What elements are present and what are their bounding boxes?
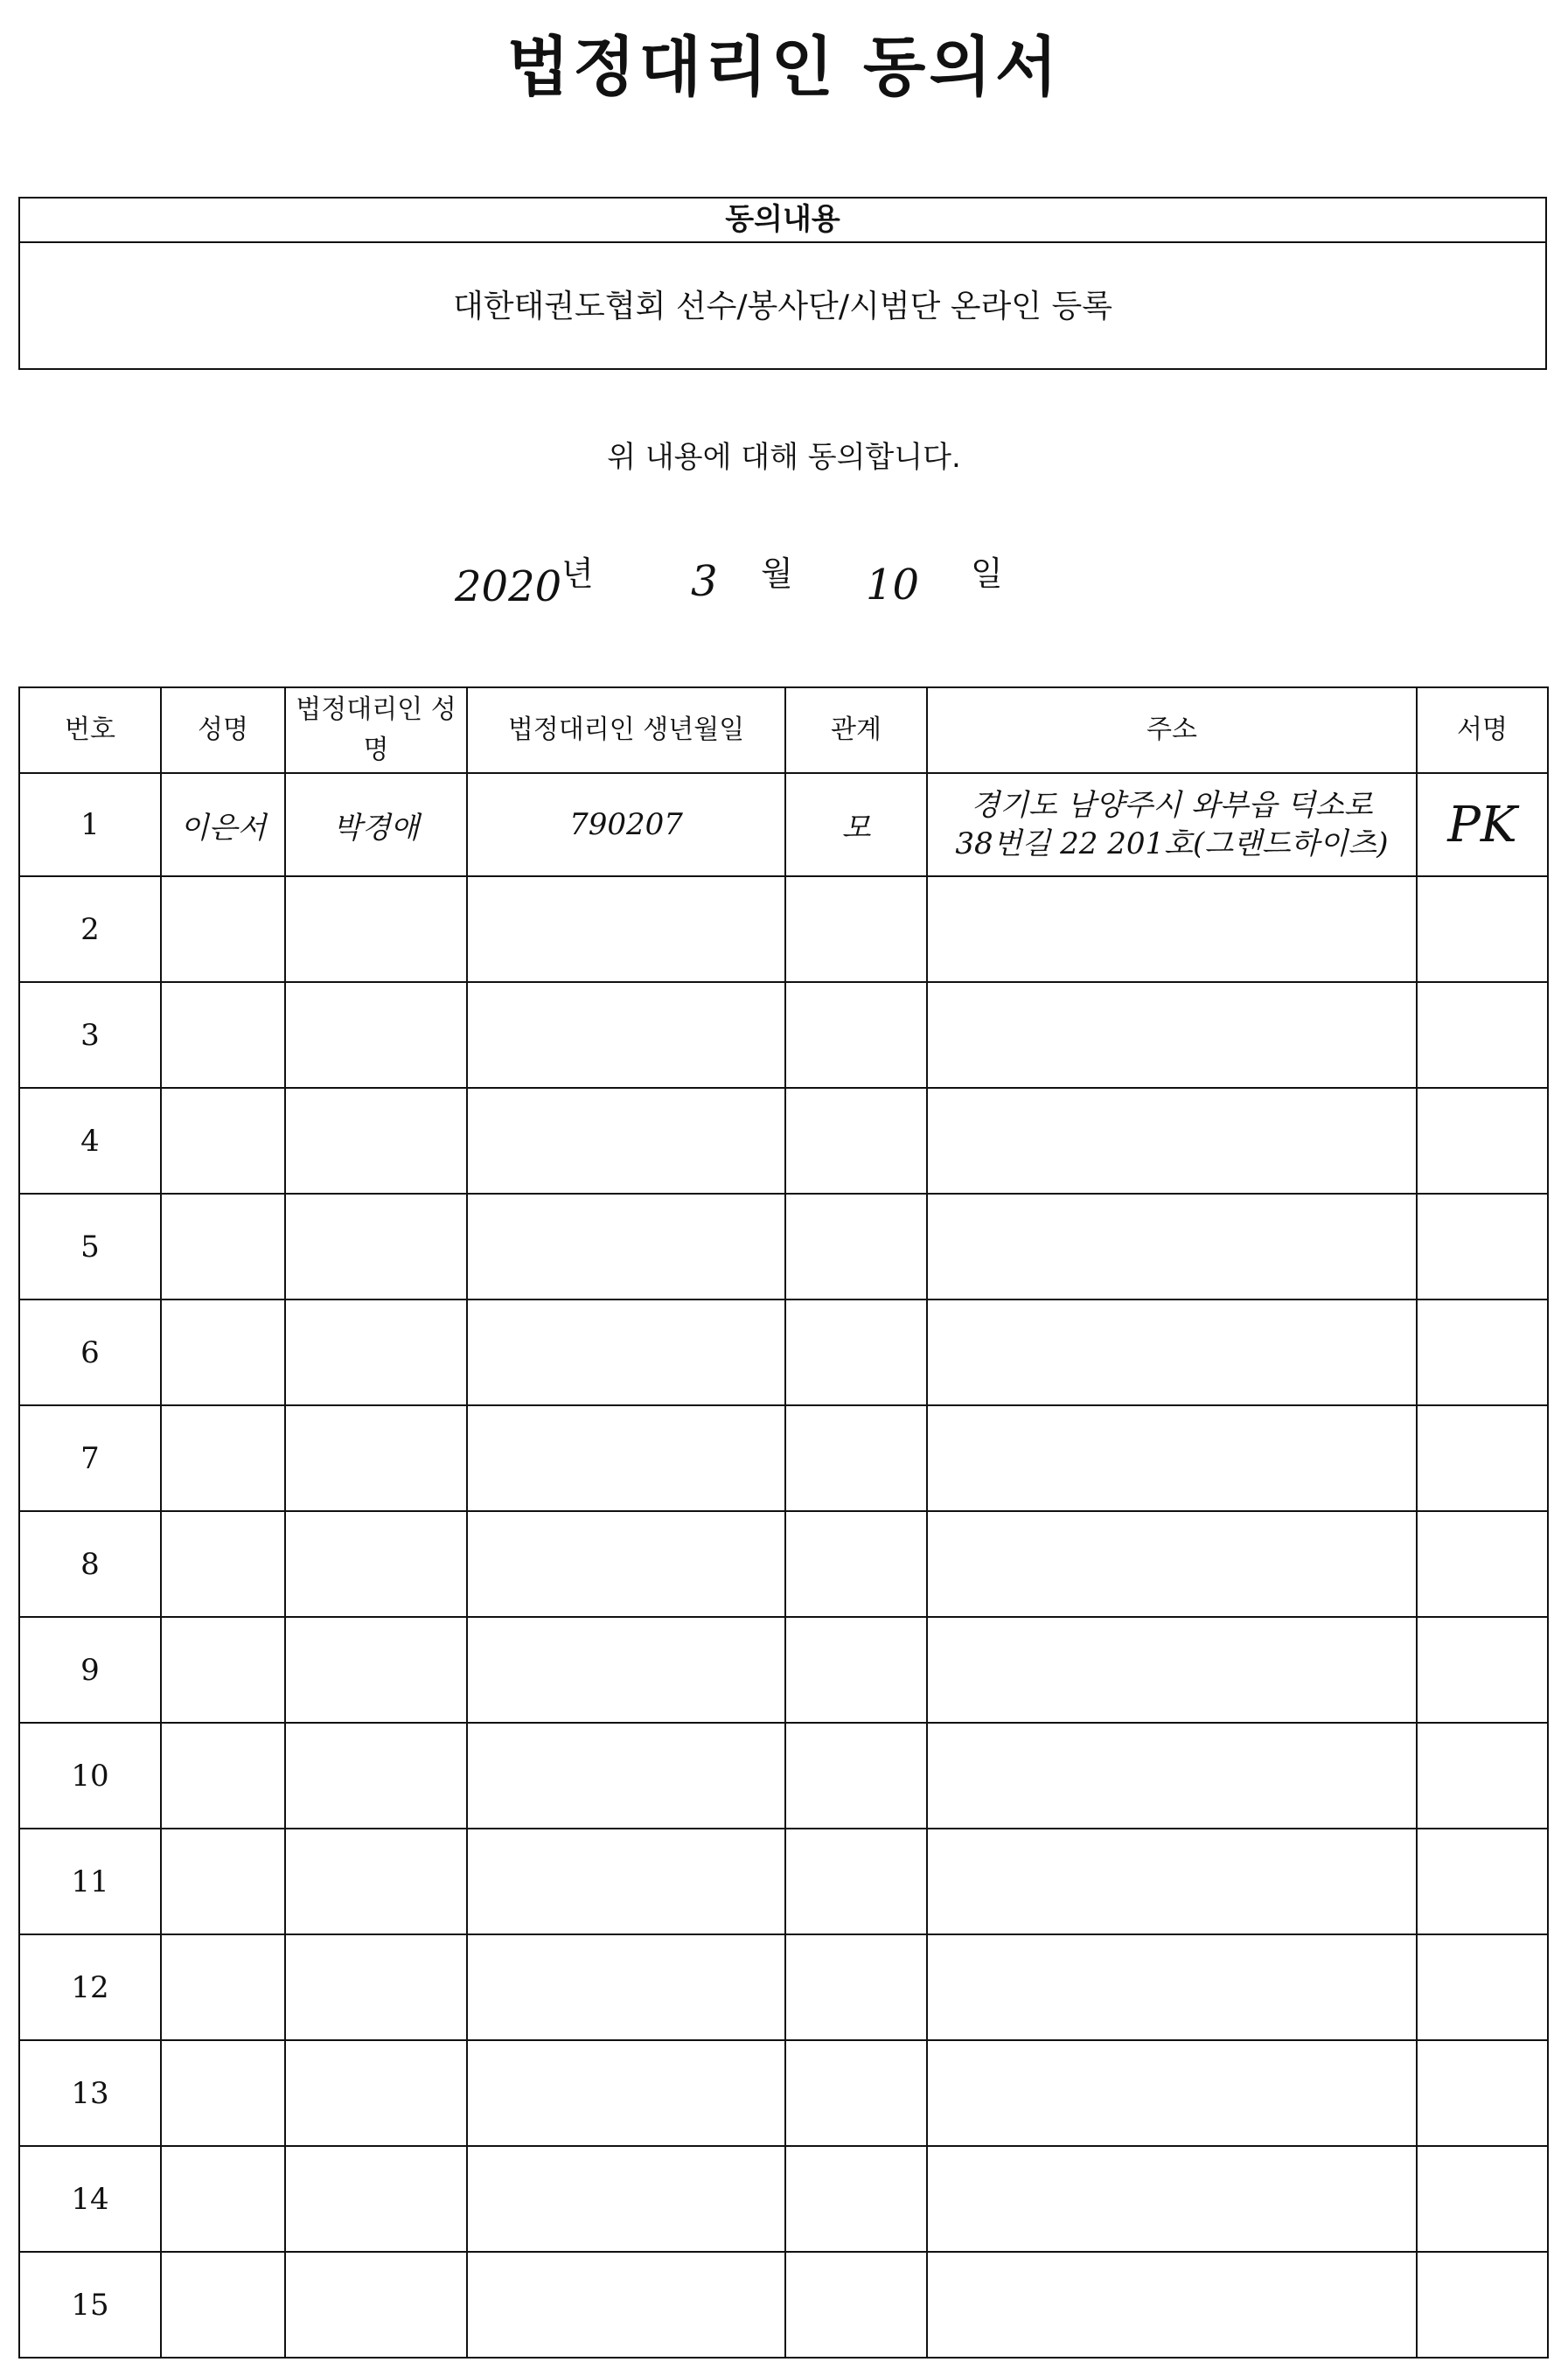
table-row — [19, 1934, 1548, 2040]
consent-box — [18, 197, 1547, 370]
cell-guardian-name[interactable] — [285, 876, 467, 982]
date-month-unit: 월 — [761, 554, 793, 593]
cell-address[interactable] — [927, 2252, 1417, 2358]
date-month[interactable]: 3 — [691, 557, 718, 606]
row-number: 6 — [19, 1299, 161, 1405]
cell-address[interactable] — [927, 982, 1417, 1088]
cell-address[interactable] — [927, 1088, 1417, 1194]
cell-address[interactable] — [927, 2040, 1417, 2146]
cell-guardian-name[interactable] — [285, 2252, 467, 2358]
cell-guardian-birth[interactable] — [467, 1617, 785, 1723]
table-row — [19, 1194, 1548, 1299]
cell-relation[interactable] — [785, 1934, 927, 2040]
agreement-text: 위 내용에 대해 동의합니다. — [607, 440, 961, 475]
cell-relation[interactable] — [785, 982, 927, 1088]
table-row — [19, 876, 1548, 982]
cell-relation[interactable] — [785, 1299, 927, 1405]
date-line — [429, 547, 1041, 617]
row-number: 5 — [19, 1194, 161, 1299]
cell-relation[interactable] — [785, 1511, 927, 1617]
cell-name[interactable] — [161, 1723, 285, 1829]
cell-address[interactable] — [927, 1723, 1417, 1829]
cell-relation[interactable] — [785, 2146, 927, 2252]
cell-signature[interactable] — [1417, 1405, 1548, 1511]
guardian-table — [18, 686, 1549, 2359]
table-row — [19, 2146, 1548, 2252]
cell-signature[interactable] — [1417, 1511, 1548, 1617]
cell-signature[interactable] — [1417, 2252, 1548, 2358]
row-number: 14 — [19, 2146, 161, 2252]
table-row — [19, 1088, 1548, 1194]
cell-guardian-birth[interactable] — [467, 876, 785, 982]
cell-name[interactable] — [161, 2252, 285, 2358]
cell-signature[interactable] — [1417, 2040, 1548, 2146]
cell-address[interactable] — [927, 773, 1417, 876]
date-year-unit: 년 — [561, 554, 594, 593]
date-day[interactable]: 10 — [866, 561, 920, 610]
cell-signature[interactable] — [1417, 876, 1548, 982]
cell-address[interactable] — [927, 1829, 1417, 1934]
cell-guardian-name[interactable] — [285, 1934, 467, 2040]
cell-signature[interactable] — [1417, 1299, 1548, 1405]
cell-name[interactable] — [161, 1194, 285, 1299]
row-number: 13 — [19, 2040, 161, 2146]
cell-guardian-birth[interactable] — [467, 1723, 785, 1829]
header-address: 주소 — [927, 687, 1417, 773]
cell-name[interactable] — [161, 1511, 285, 1617]
cell-guardian-birth[interactable]: 790207 — [467, 773, 785, 876]
cell-name[interactable] — [161, 1829, 285, 1934]
header-guardian-name: 법정대리인 성명 — [285, 687, 467, 773]
cell-name[interactable] — [161, 982, 285, 1088]
cell-address[interactable] — [927, 1405, 1417, 1511]
cell-guardian-name[interactable] — [285, 1723, 467, 1829]
header-signature: 서명 — [1417, 687, 1548, 773]
cell-address[interactable] — [927, 1299, 1417, 1405]
cell-guardian-birth[interactable] — [467, 1299, 785, 1405]
row-number: 3 — [19, 982, 161, 1088]
table-header-row — [19, 687, 1548, 773]
cell-guardian-birth[interactable] — [467, 2040, 785, 2146]
cell-guardian-birth[interactable] — [467, 982, 785, 1088]
cell-guardian-name[interactable]: 박경애 — [285, 773, 467, 876]
cell-address[interactable] — [927, 876, 1417, 982]
cell-name[interactable] — [161, 2146, 285, 2252]
row-number: 1 — [19, 773, 161, 876]
table-row — [19, 1299, 1548, 1405]
table-row — [19, 1617, 1548, 1723]
cell-signature[interactable] — [1417, 2146, 1548, 2252]
header-name: 성명 — [161, 687, 285, 773]
row-number: 9 — [19, 1617, 161, 1723]
cell-signature[interactable] — [1417, 1829, 1548, 1934]
cell-guardian-birth[interactable] — [467, 1088, 785, 1194]
cell-guardian-name[interactable] — [285, 1405, 467, 1511]
row-number: 4 — [19, 1088, 161, 1194]
cell-signature[interactable] — [1417, 1194, 1548, 1299]
row-number: 7 — [19, 1405, 161, 1511]
header-number: 번호 — [19, 687, 161, 773]
cell-guardian-name[interactable] — [285, 2146, 467, 2252]
cell-name[interactable]: 이은서 — [161, 773, 285, 876]
cell-guardian-name[interactable] — [285, 1194, 467, 1299]
cell-name[interactable] — [161, 1405, 285, 1511]
cell-signature[interactable] — [1417, 1088, 1548, 1194]
table-row — [19, 2252, 1548, 2358]
document-title: 법정대리인 동의서 — [506, 30, 1062, 105]
consent-header: 동의내용 — [20, 199, 1545, 243]
date-day-unit: 일 — [971, 554, 1003, 593]
cell-relation[interactable] — [785, 2040, 927, 2146]
cell-guardian-name[interactable] — [285, 1299, 467, 1405]
table-row — [19, 1405, 1548, 1511]
cell-guardian-name[interactable] — [285, 1617, 467, 1723]
cell-guardian-birth[interactable] — [467, 2252, 785, 2358]
table-row — [19, 1511, 1548, 1617]
cell-guardian-birth[interactable] — [467, 1405, 785, 1511]
table-row — [19, 982, 1548, 1088]
cell-name[interactable] — [161, 1617, 285, 1723]
cell-guardian-birth[interactable] — [467, 1934, 785, 2040]
cell-relation[interactable] — [785, 2252, 927, 2358]
cell-relation[interactable] — [785, 1194, 927, 1299]
cell-relation[interactable] — [785, 876, 927, 982]
cell-address[interactable] — [927, 1617, 1417, 1723]
cell-name[interactable] — [161, 1299, 285, 1405]
cell-signature[interactable] — [1417, 1723, 1548, 1829]
cell-guardian-name[interactable] — [285, 1088, 467, 1194]
row-number: 2 — [19, 876, 161, 982]
cell-relation[interactable]: 모 — [785, 773, 927, 876]
cell-address[interactable] — [927, 1194, 1417, 1299]
cell-relation[interactable] — [785, 1405, 927, 1511]
cell-address[interactable] — [927, 1934, 1417, 2040]
row-number: 11 — [19, 1829, 161, 1934]
cell-signature[interactable] — [1417, 982, 1548, 1088]
cell-signature[interactable] — [1417, 1934, 1548, 2040]
row-number: 15 — [19, 2252, 161, 2358]
cell-name[interactable] — [161, 1088, 285, 1194]
address-line-2: 38번길 22 201호(그랜드하이츠) — [955, 826, 1389, 861]
address-line-1: 경기도 남양주시 와부읍 덕소로 — [971, 788, 1373, 823]
cell-relation[interactable] — [785, 1617, 927, 1723]
cell-address[interactable] — [927, 1511, 1417, 1617]
row-number: 8 — [19, 1511, 161, 1617]
cell-guardian-name[interactable] — [285, 1511, 467, 1617]
cell-guardian-birth[interactable] — [467, 1194, 785, 1299]
cell-relation[interactable] — [785, 1829, 927, 1934]
cell-guardian-name[interactable] — [285, 982, 467, 1088]
cell-relation[interactable] — [785, 1723, 927, 1829]
cell-signature[interactable]: PK — [1417, 773, 1548, 876]
cell-guardian-birth[interactable] — [467, 2146, 785, 2252]
cell-relation[interactable] — [785, 1088, 927, 1194]
header-relation: 관계 — [785, 687, 927, 773]
table-row — [19, 1723, 1548, 1829]
cell-guardian-name[interactable] — [285, 2040, 467, 2146]
cell-name[interactable] — [161, 1934, 285, 2040]
date-year[interactable]: 2020 — [455, 562, 562, 611]
consent-content: 대한태권도협회 선수/봉사단/시범단 온라인 등록 — [452, 289, 1113, 324]
cell-guardian-name[interactable] — [285, 1829, 467, 1934]
table-row — [19, 2040, 1548, 2146]
cell-name[interactable] — [161, 2040, 285, 2146]
table-row — [19, 773, 1548, 876]
row-number: 12 — [19, 1934, 161, 2040]
cell-guardian-birth[interactable] — [467, 1829, 785, 1934]
row-number: 10 — [19, 1723, 161, 1829]
cell-name[interactable] — [161, 876, 285, 982]
cell-address[interactable] — [927, 2146, 1417, 2252]
cell-signature[interactable] — [1417, 1617, 1548, 1723]
header-guardian-birth: 법정대리인 생년월일 — [467, 687, 785, 773]
table-row — [19, 1829, 1548, 1934]
cell-guardian-birth[interactable] — [467, 1511, 785, 1617]
